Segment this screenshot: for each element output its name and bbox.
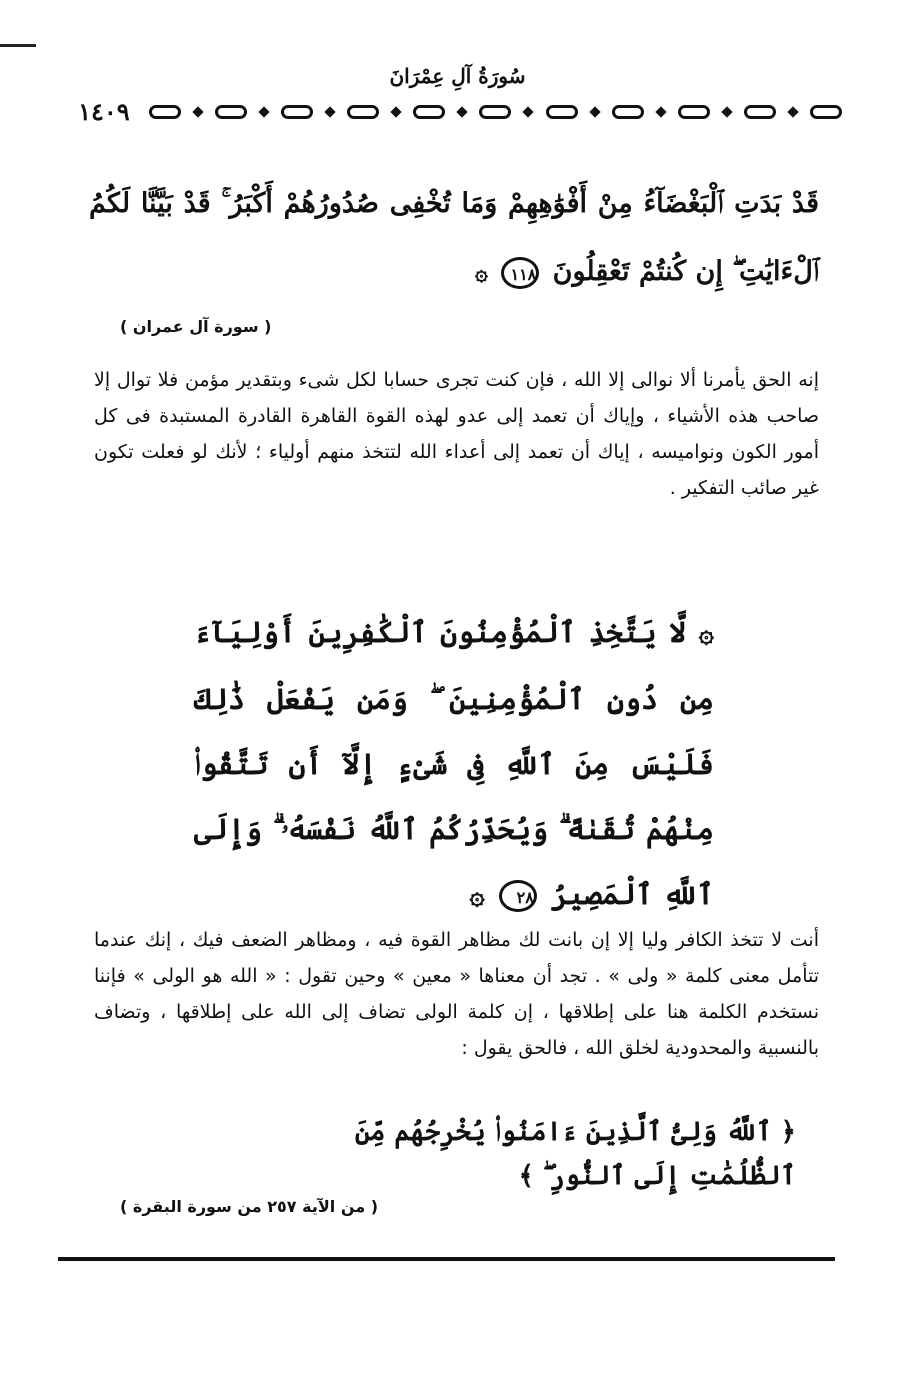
ornament-link (149, 105, 181, 119)
ornament-diamond (457, 106, 468, 117)
ornament-diamond (192, 106, 203, 117)
ornament-link (215, 105, 247, 119)
verse-text: ٱللَّهُ وَلِىُّ ٱلَّذِينَ ءَامَنُوا۟ يُخْرِجُهُم مِّنَ ٱلظُّلُمَٰتِ إِلَى ٱلنُّورِ ۖ (354, 1117, 796, 1191)
ornament-diamond (589, 106, 600, 117)
verse-number-badge: ١١٨ (501, 257, 539, 289)
verse-start-ornament-icon: ۞ (698, 619, 714, 649)
ornament-link (413, 105, 445, 119)
ornament-diamond (258, 106, 269, 117)
ornament-link (810, 105, 842, 119)
header-ornament-band (72, 98, 842, 126)
ornament-link (678, 105, 710, 119)
verse-text: لَّا يَتَّخِذِ ٱلْمُؤْمِنُونَ ٱلْكَٰفِرِينَ أَوْلِيَآءَ مِن دُونِ ٱلْمُؤْمِنِينَ ۖ وَمَن يَفْعَلْ ذَٰلِكَ فَلَيْسَ مِنَ ٱللَّهِ فِى شَىْءٍ إِلَّآ أَن تَتَّقُوا۟ مِنْهُمْ تُقَىٰةً ۗ وَيُحَذِّرُكُمُ ٱللَّهُ نَفْسَهُۥ ۗ وَإِلَى ٱللَّهِ ٱلْمَصِيرُ (194, 615, 714, 911)
commentary-paragraph: إنه الحق يأمرنا ألا نوالى إلا الله ، فإن كنت تجرى حسابا لكل شىء وبتقدير مؤمن فلا توال إلا صاحب هذه الأشياء ، وإياك أن تعمد إلى عدو لهذه القوة القاهرة القادرة المستبدة فى كل أمور الكون ونواميسه ، إياك أن تعمد إلى أعداء الله لتتخذ منهم أولياء ؛ لأنك لو فعلت تكون غير صائب التفكير . (94, 369, 819, 499)
ornament-link (546, 105, 578, 119)
verse-text: قَدْ بَدَتِ ٱلْبَغْضَآءُ مِنْ أَفْوَٰهِهِمْ وَمَا تُخْفِى صُدُورُهُمْ أَكْبَرُ ۚ قَدْ بَيَّنَّا لَكُمُ ٱلْءَايَٰتِ ۖ إِن كُنتُمْ تَعْقِلُونَ (89, 188, 819, 287)
page-number: ١٤٠٩ (78, 97, 130, 126)
footer-rule (58, 1257, 835, 1261)
ornament-diamond (655, 106, 666, 117)
ornament-diamond (787, 106, 798, 117)
ornament-diamond (324, 106, 335, 117)
commentary-paragraph: أنت لا تتخذ الكافر وليا إلا إن بانت لك مظاهر القوة فيه ، ومظاهر الضعف فيك ، إنك عندما تتأمل معنى كلمة « ولى » . تجد أن معناها « معين » وحين تقول : « الله هو الولى » فإننا نستخدم الكلمة هنا على إطلاقها ، إن كلمة الولى تضاف إلى الله على إطلاقها ، وتضاف بالنسبية والمحدودية لخلق الله ، فالحق يقول : (94, 929, 819, 1059)
quran-verse-118 (89, 170, 819, 307)
ornament-link (744, 105, 776, 119)
ornament-diamond (391, 106, 402, 117)
ornament-link (347, 105, 379, 119)
open-bracket-icon: ﴿ (780, 1117, 796, 1147)
quran-verse-quote (306, 1110, 796, 1198)
ornament-link (612, 105, 644, 119)
verse-number-badge: ٢٨ (499, 880, 537, 912)
surah-running-title: سُورَةُ آلِ عِمْرَانَ (389, 64, 526, 88)
quran-verse-28 (194, 600, 714, 929)
verse-reference: ( سورة آل عمران ) (120, 317, 272, 336)
verse-end-ornament-icon: ۞ (474, 259, 488, 286)
corner-mark (0, 44, 36, 47)
ornament-diamond (523, 106, 534, 117)
ornament-diamond (721, 106, 732, 117)
verse-reference: ( من الآية ٢٥٧ من سورة البقرة ) (120, 1197, 378, 1216)
ornament-link (479, 105, 511, 119)
verse-end-ornament-icon: ۞ (469, 880, 485, 911)
ornament-link (281, 105, 313, 119)
close-bracket-icon: ﴾ (518, 1161, 534, 1191)
